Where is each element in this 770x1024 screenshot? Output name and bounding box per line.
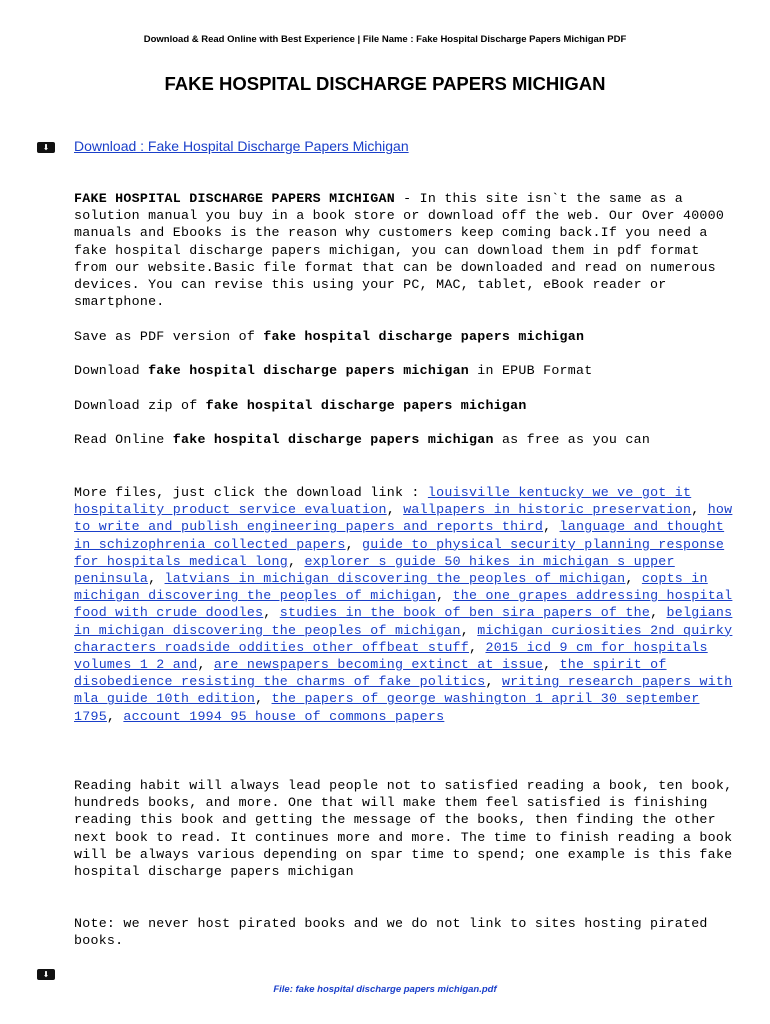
more-file-link[interactable]: louisville kentucky we ve got it hospitality product service evaluation — [74, 485, 692, 518]
line-text: Save as PDF version of — [74, 329, 264, 344]
more-file-link[interactable]: latvians in michigan discovering the peoples of michigan — [164, 571, 626, 587]
page-header: Download & Read Online with Best Experience | File Name : Fake Hospital Discharge Papers Michigan PDF — [143, 34, 627, 45]
download-icon[interactable]: ⬇ — [37, 142, 55, 153]
more-files-paragraph: More files, just click the download link : louisville kentucky we ve got it hospitality product service evaluation, wallpapers in historic preservation, how to write and publish engineering papers and reports third, language and thought in schizophrenia collected papers, guide to physical security planning response for hospitals medical long, explorer s guide 50 hikes in michigan s upper peninsula, latvians in michigan discovering the peoples of michigan, copts in michigan discovering the peoples of michigan, the one grapes addressing hospital food with crude doodles, studies in the book of ben sira papers of the, belgians in michigan discovering the peoples of michigan, michigan curiosities 2nd quirky characters roadside oddities other offbeat stuff, 2015 icd 9 cm for hospitals volumes 1 2 and, are newspapers becoming extinct at issue, the spirit of disobedience resisting the charms of fake politics, writing research papers with mla guide 10th edition, the papers of george washington 1 april 30 september 1795, account 1994 95 house of commons papers — [74, 485, 733, 724]
more-file-link[interactable]: writing research papers with mla guide 10th edition — [74, 674, 733, 707]
zip-line — [74, 398, 527, 413]
more-file-link[interactable]: the spirit of disobedience resisting the charms of fake politics — [74, 657, 667, 690]
line-bold: fake hospital discharge papers michigan — [172, 432, 494, 447]
more-file-link[interactable]: the one grapes addressing hospital food with crude doodles — [74, 588, 733, 621]
more-file-link[interactable]: guide to physical security planning response for hospitals medical long — [74, 536, 725, 569]
intro-text: - In this site isn`t the same as a solution manual you buy in a book store or download off the web. Our Over 40000 manuals and Ebooks is the reason why customers keep coming back.If you need a fake hospital discharge papers michigan, you can download them in pdf format from our website.Basic file format that can be downloaded and read on numerous devices. You can revise this using your PC, MAC, tablet, eBook reader or smartphone. — [74, 191, 725, 310]
download-link[interactable]: Download : Fake Hospital Discharge Papers Michigan — [74, 138, 409, 154]
line-bold: fake hospital discharge papers michigan — [205, 398, 527, 413]
line-text: as free as you can — [493, 432, 651, 447]
more-file-link[interactable]: belgians in michigan discovering the peoples of michigan — [74, 605, 733, 638]
intro-bold-title: FAKE HOSPITAL DISCHARGE PAPERS MICHIGAN — [74, 191, 395, 206]
more-file-link[interactable]: language and thought in schizophrenia collected papers — [74, 519, 725, 552]
line-text: in EPUB Format — [469, 363, 593, 378]
footer-filename: File: fake hospital discharge papers michigan.pdf — [273, 984, 497, 995]
line-text: Read Online — [74, 432, 173, 447]
reading-habit-paragraph: Reading habit will always lead people not to satisfied reading a book, ten book, hundreds books, and more. One that will make them feel satisfied is finishing reading this book and getting the message of the books, then finding the other next book to read. It continues more and more. The time to finish reading a book will be always various depending on spar time to spend; one example is this fake hospital discharge papers michigan — [74, 778, 733, 880]
read-online-line — [74, 432, 650, 447]
download-icon[interactable]: ⬇ — [37, 969, 55, 980]
more-file-link[interactable]: copts in michigan discovering the peoples of michigan — [74, 571, 708, 604]
page-title: FAKE HOSPITAL DISCHARGE PAPERS MICHIGAN — [164, 73, 606, 94]
note-paragraph: Note: we never host pirated books and we do not link to sites hosting pirated books. — [74, 916, 708, 949]
more-file-link[interactable]: wallpapers in historic preservation — [403, 502, 692, 518]
line-bold: fake hospital discharge papers michigan — [263, 329, 585, 344]
more-file-link[interactable]: how to write and publish engineering papers and reports third — [74, 502, 733, 535]
line-text: Download — [74, 363, 149, 378]
save-pdf-line — [74, 329, 584, 344]
more-file-link[interactable]: account 1994 95 house of commons papers — [123, 708, 445, 724]
epub-line — [74, 363, 592, 378]
more-file-link[interactable]: michigan curiosities 2nd quirky characters roadside oddities other offbeat stuff — [74, 622, 733, 655]
more-file-link[interactable]: the papers of george washington 1 april 30 september 1795 — [74, 691, 700, 724]
intro-paragraph — [74, 190, 734, 310]
more-file-link[interactable]: 2015 icd 9 cm for hospitals volumes 1 2 and — [74, 639, 708, 673]
line-bold: fake hospital discharge papers michigan — [148, 363, 470, 378]
more-file-link[interactable]: studies in the book of ben sira papers of the — [279, 605, 651, 621]
line-text: Download zip of — [74, 398, 206, 413]
more-files-label: More files, just click the download link : — [74, 485, 428, 500]
more-file-link[interactable]: are newspapers becoming extinct at issue — [213, 657, 544, 673]
more-file-link[interactable]: explorer s guide 50 hikes in michigan s upper peninsula — [74, 553, 675, 587]
